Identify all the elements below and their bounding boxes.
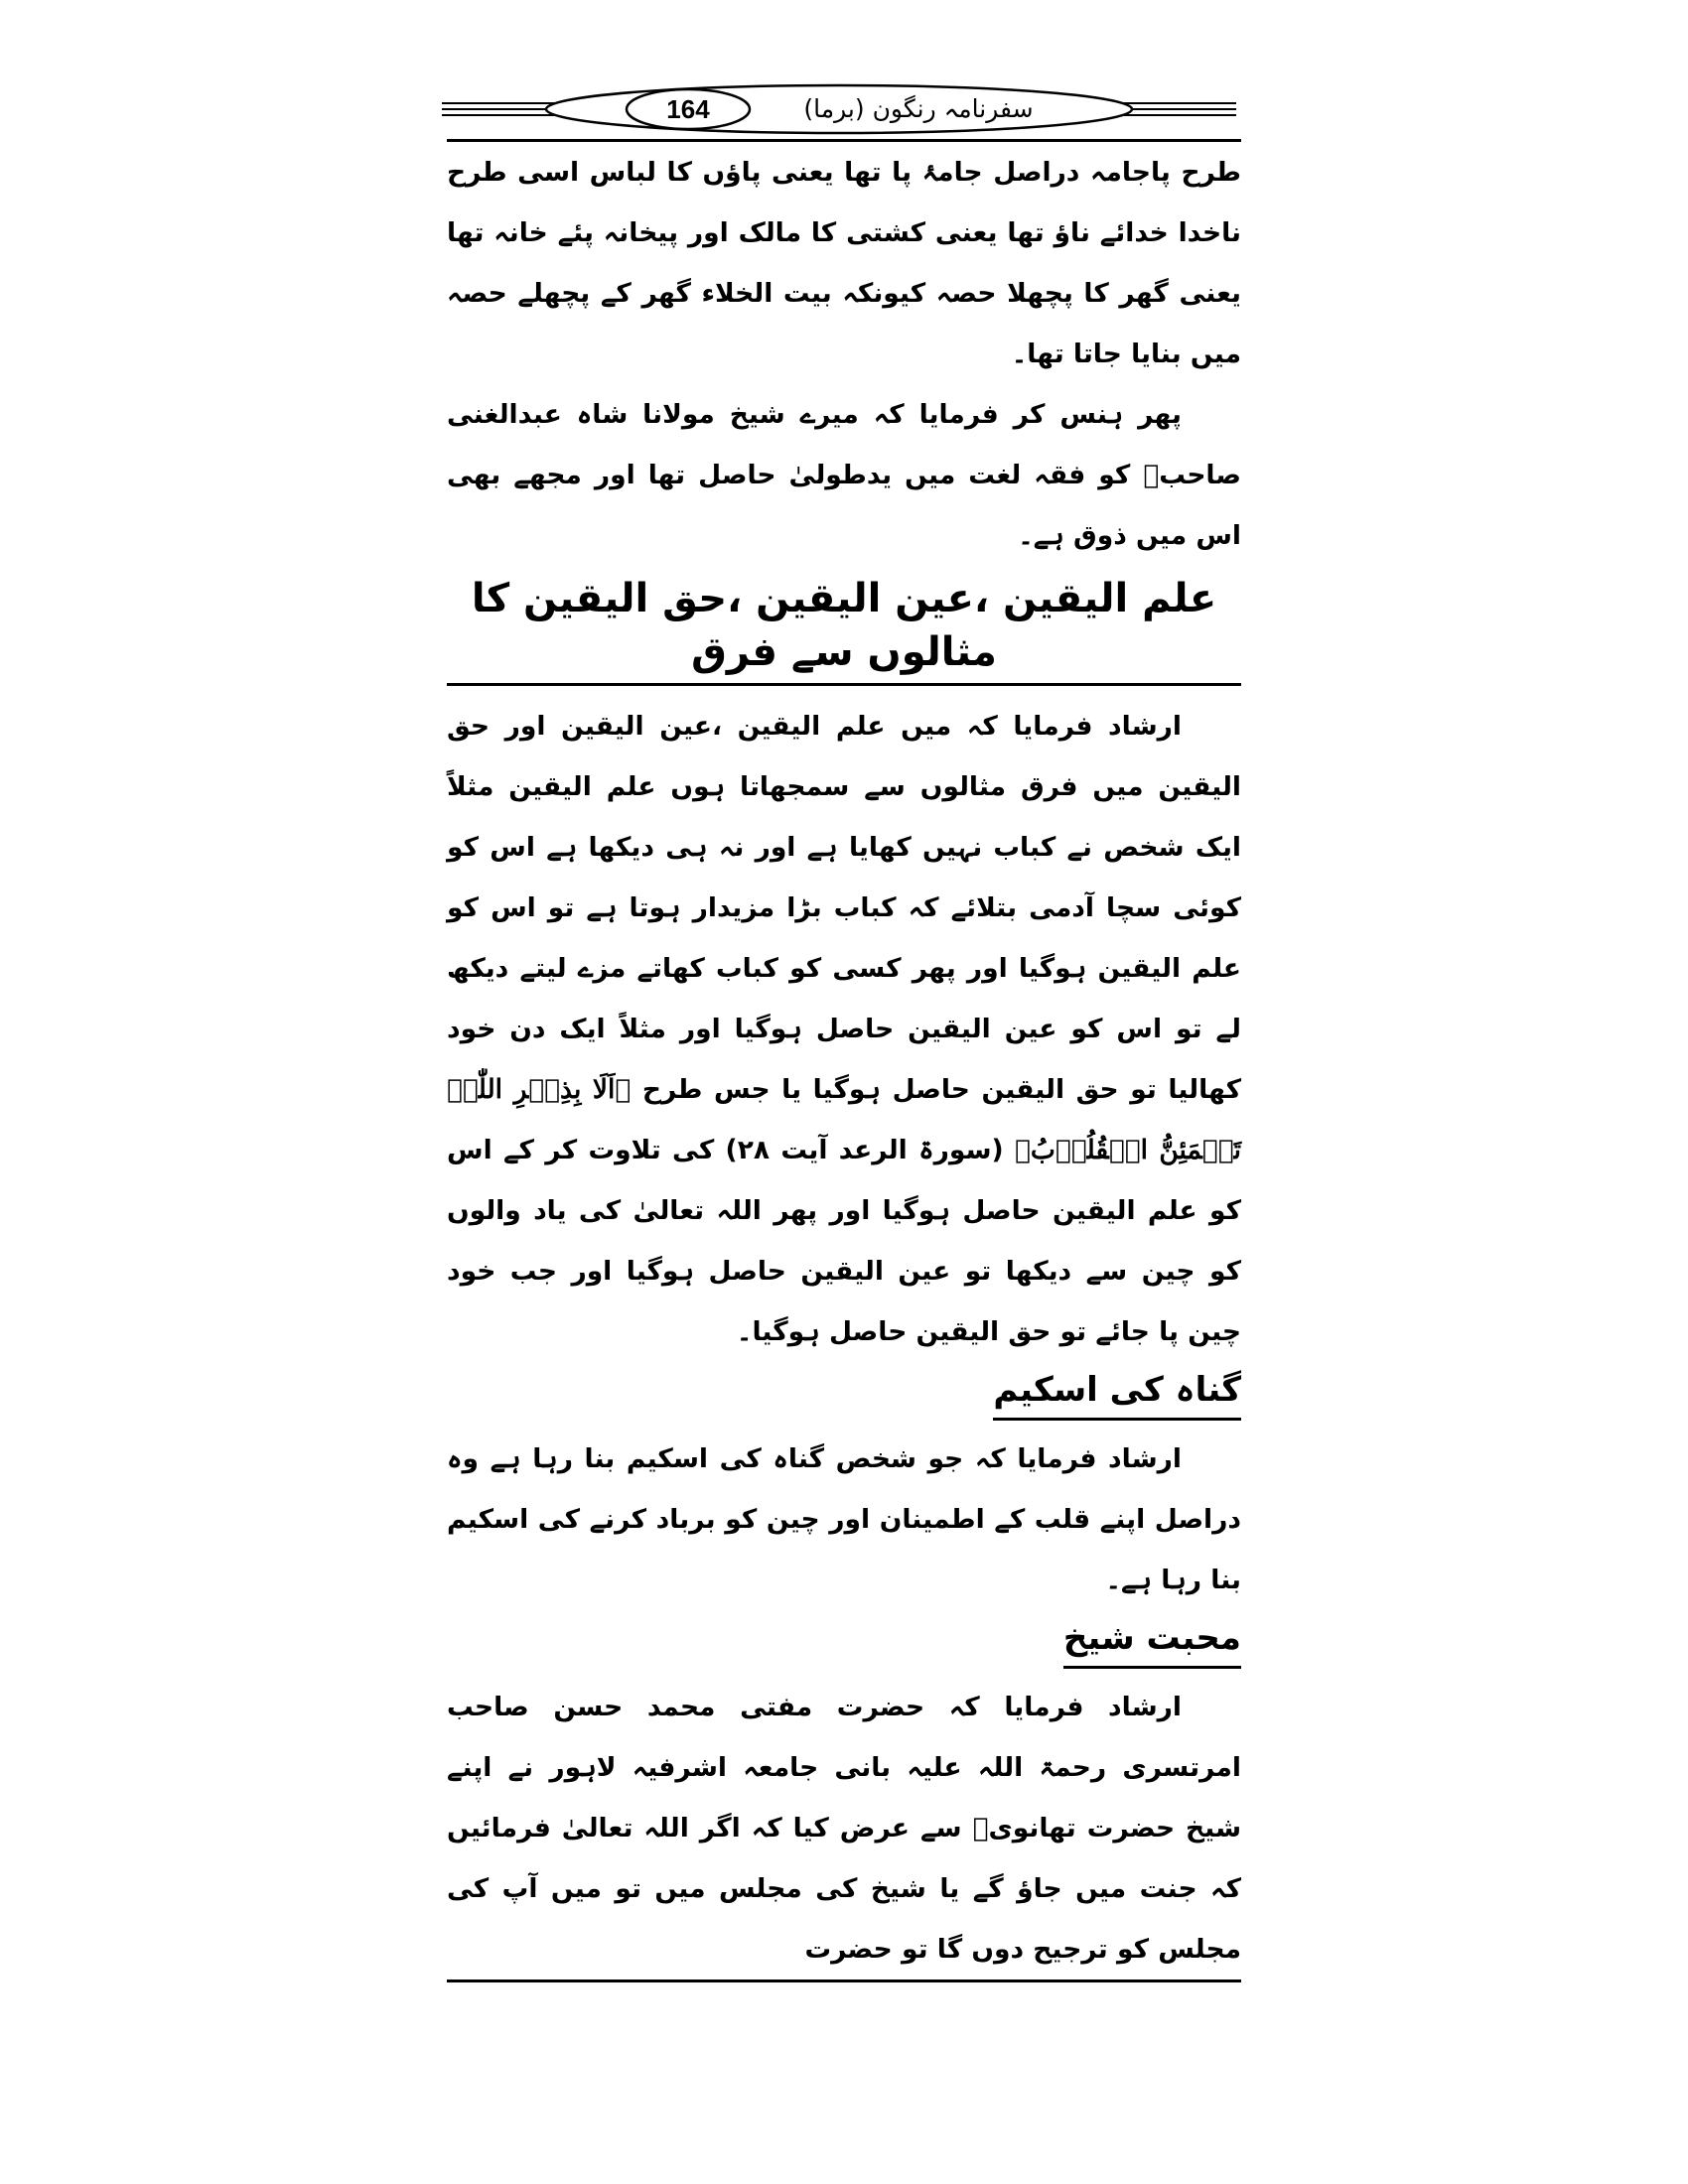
paragraph-5: ارشاد فرمایا کہ حضرت مفتی محمد حسن صاحب امرتسری رحمۃ اللہ علیہ بانی جامعہ اشرفیہ لاہور نے اپنے شیخ حضرت تھانویؒ سے عرض کیا کہ اگر اللہ تعالیٰ فرمائیں کہ جنت میں جاؤ گے یا شیخ کی مجلس میں تو میں آپ کی مجلس کو ترجیح دوں گا تو حضرت — [447, 1677, 1241, 1982]
section-heading-certainty — [447, 572, 1241, 686]
page-number: 164 — [666, 93, 710, 124]
section-heading-love-of-shaikh — [447, 1616, 1241, 1669]
heading-text: محبت شیخ — [1063, 1616, 1241, 1669]
paragraph-2: پھر ہنس کر فرمایا کہ میرے شیخ مولانا شاہ عبدالغنی صاحبؒ کو فقہ لغت میں یدطولیٰ حاصل تھا اور مجھے بھی اس میں ذوق ہے۔ — [447, 399, 1241, 551]
paragraph-4: ارشاد فرمایا کہ جو شخص گناہ کی اسکیم بنا رہا ہے وہ دراصل اپنے قلب کے اطمینان اور چین کو برباد کرنے کی اسکیم بنا رہا ہے۔ — [447, 1442, 1241, 1595]
paragraph-3 — [447, 696, 1241, 1362]
paragraph-3-text-b: (سورۃ الرعد آیت ۲۸) کی تلاوت کر کے اس کو علم الیقین حاصل ہوگیا اور پھر اللہ تعالیٰ کی یاد والوں کو چین سے دیکھا تو عین الیقین حاصل ہوگیا اور جب خود چین پا جائے تو حق الیقین حاصل ہوگیا۔ — [447, 1135, 1241, 1347]
paragraph-1: طرح پاجامہ دراصل جامۂ پا تھا یعنی پاؤں کا لباس اسی طرح ناخدا خدائے ناؤ تھا یعنی کشتی کا مالک اور پیخانہ پئے خانہ تھا یعنی گھر کا پچھلا حصہ کیونکہ بیت الخلاء گھر کے پچھلے حصہ میں بنایا جاتا تھا۔ — [447, 157, 1241, 369]
paragraph-3-text-a: ارشاد فرمایا کہ میں علم الیقین ،عین الیقین اور حق الیقین میں فرق مثالوں سے سمجھاتا ہوں علم الیقین مثلاً ایک شخص نے کباب نہیں کھایا ہے اور نہ ہی دیکھا ہے اس کو کوئی سچا آدمی بتلائے کہ کباب بڑا مزیدار ہوتا ہے تو اس کو علم الیقین ہوگیا اور پھر کسی کو کباب کھاتے مزے لیتے دیکھ لے تو اس کو عین الیقین حاصل ہوگیا اور مثلاً ایک دن خود کھالیا تو حق الیقین حاصل ہوگیا یا جس طرح — [447, 711, 1241, 1105]
quran-verse: ﴿اَلَا بِذِکۡرِ اللّٰہِ تَطۡمَئِنُّ الۡقُلُوۡبُ﴾ — [447, 1074, 1241, 1165]
book-title: سفرنامہ رنگون (برما) — [803, 94, 1034, 123]
running-header — [442, 81, 1236, 139]
section-heading-sin-scheme — [447, 1368, 1241, 1421]
text-column — [447, 139, 1241, 1982]
heading-text: گناہ کی اسکیم — [993, 1368, 1241, 1421]
heading-text: علم الیقین ،عین الیقین ،حق الیقین کا مثالوں سے فرق — [447, 572, 1241, 686]
